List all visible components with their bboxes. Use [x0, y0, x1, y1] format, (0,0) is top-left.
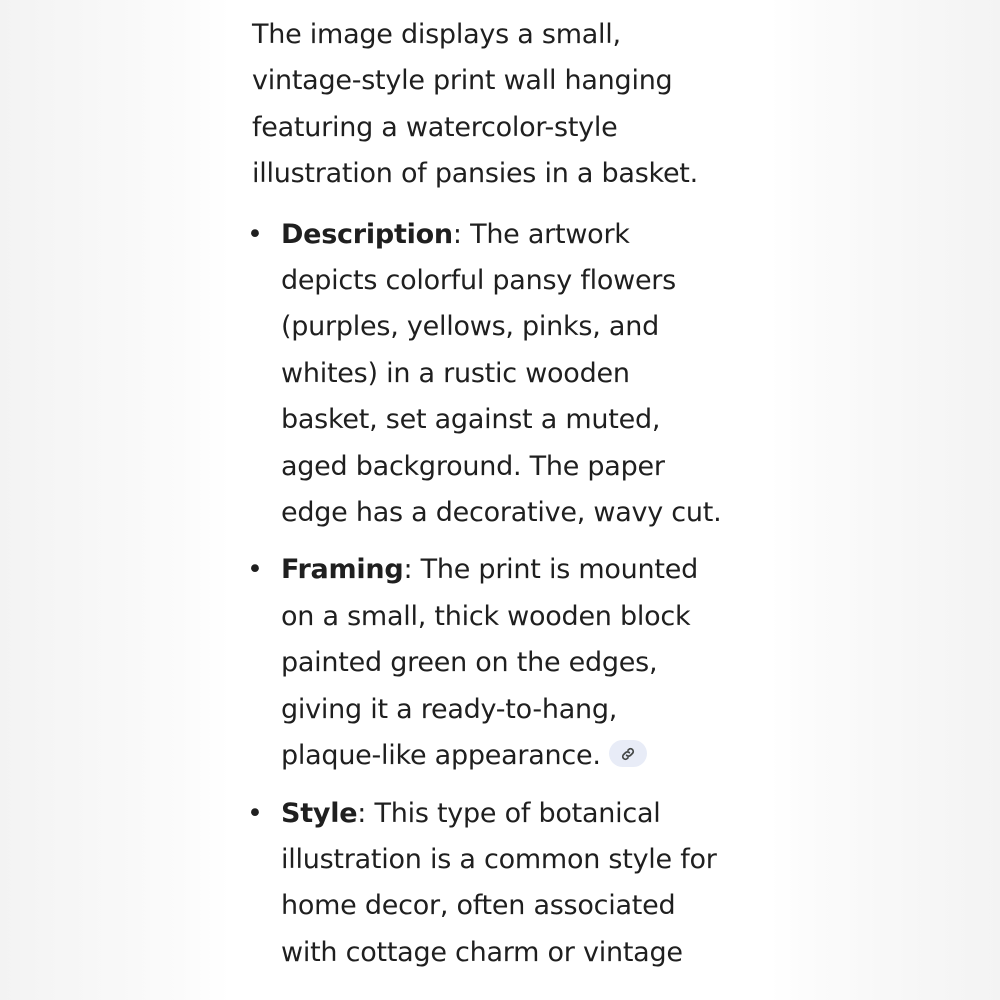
bullet-first-line	[281, 547, 752, 593]
bullet-term: Framing	[281, 554, 404, 586]
bullet-line: with cottage charm or vintage	[281, 936, 683, 968]
bullet-item-style	[247, 791, 752, 977]
bullet-line: aged background. The paper	[281, 450, 665, 482]
bullet-item-framing	[247, 547, 752, 779]
bullet-line: home decor, often associated	[281, 890, 676, 922]
bullet-line: edge has a decorative, wavy cut.	[281, 497, 722, 529]
intro-line: The image displays a small,	[252, 19, 621, 50]
response-content	[247, 12, 752, 987]
bullet-text: plaque-like appearance.	[281, 740, 601, 772]
bullet-dot: •	[247, 218, 263, 250]
bullet-first-line	[281, 212, 752, 258]
bullet-dot: •	[247, 797, 263, 829]
bullet-line: basket, set against a muted,	[281, 404, 661, 436]
bullet-text: : The artwork	[452, 218, 630, 250]
intro-line: featuring a watercolor-style	[252, 111, 618, 143]
bullet-text: : The print is mounted	[403, 554, 698, 586]
bullet-last-line	[281, 733, 752, 779]
bullet-line: giving it a ready-to-hang,	[281, 693, 618, 725]
intro-paragraph	[252, 12, 752, 198]
intro-line: vintage-style print wall hanging	[252, 65, 673, 97]
bullet-item-description	[247, 212, 752, 537]
bullet-dot: •	[247, 554, 263, 586]
bullet-first-line	[281, 791, 752, 837]
bullet-line: illustration is a common style for	[281, 843, 717, 875]
bullet-line: (purples, yellows, pinks, and	[281, 311, 659, 343]
bullet-line: whites) in a rustic wooden	[281, 357, 630, 389]
link-icon	[620, 746, 636, 762]
bullet-line: painted green on the edges,	[281, 647, 658, 679]
bullet-term: Description	[281, 218, 453, 250]
bullet-line: on a small, thick wooden block	[281, 600, 691, 632]
bullet-line: depicts colorful pansy flowers	[281, 265, 676, 297]
bullet-term: Style	[281, 797, 358, 829]
bullet-text: : This type of botanical	[357, 797, 661, 829]
intro-line: illustration of pansies in a basket.	[252, 158, 698, 190]
source-link-chip[interactable]	[609, 740, 647, 767]
bullet-list	[247, 212, 752, 977]
